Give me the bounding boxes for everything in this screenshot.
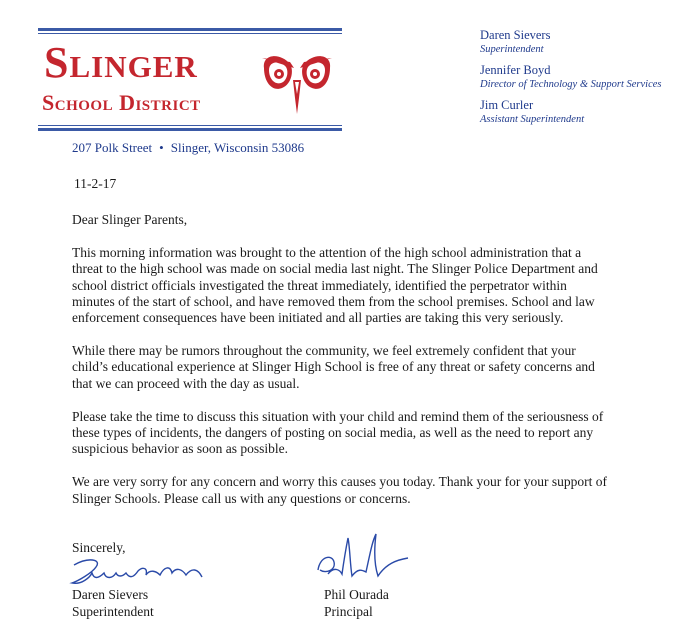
signer-name: Daren Sievers xyxy=(72,587,149,602)
paragraph-4: We are very sorry for any concern and worry this causes you today. Thank your for your support of Slinger Schools. Please call us with any questions or concerns. xyxy=(72,474,608,506)
paragraph-3: Please take the time to discuss this situation with your child and remind them of the seriousness of these types of incidents, the dangers of posting on social media, as well as the need to report any suspicious behavior as soon as possible. xyxy=(72,408,604,457)
signer-title: Principal xyxy=(324,604,373,619)
signer-principal xyxy=(324,586,389,620)
official-title: Superintendent xyxy=(480,44,544,55)
official-superintendent xyxy=(480,28,680,56)
salutation: Dear Slinger Parents, xyxy=(72,212,188,227)
signature-principal xyxy=(312,530,422,588)
bottom-rule-thin xyxy=(38,125,342,126)
top-rule-thin xyxy=(38,33,342,34)
address-street: 207 Polk Street xyxy=(72,140,153,155)
official-name: Jennifer Boyd xyxy=(480,63,551,77)
owl-mascot-icon xyxy=(260,50,334,118)
official-title: Director of Technology & Support Services xyxy=(480,79,662,90)
top-rule-thick xyxy=(38,28,342,31)
letter-body xyxy=(72,212,612,524)
address-bullet: • xyxy=(159,140,164,155)
paragraph-2: While there may be rumors throughout the community, we feel extremely confident that your child’s educational experience at Slinger High School is free of any threat or safety concerns and that we can proceed with the day as usual. xyxy=(72,343,595,391)
district-name: Slinger xyxy=(44,38,198,87)
official-name: Jim Curler xyxy=(480,98,534,112)
letter-date: 11-2-17 xyxy=(74,176,117,191)
district-address xyxy=(72,140,304,156)
officials-list xyxy=(480,28,680,133)
signer-superintendent xyxy=(72,586,154,620)
signer-name: Phil Ourada xyxy=(324,587,389,602)
signer-title: Superintendent xyxy=(72,604,154,619)
official-director-technology xyxy=(480,63,680,91)
bottom-rule-thick xyxy=(38,128,342,131)
paragraph-1: This morning information was brought to the attention of the high school administration that a threat to the high school was made on social media last night. The Slinger Police Department and school district officials investigated the threat immediately, identified the perpetrator within minutes of the start of school, and have removed them from the school premises. School and law enforcement consequences have been initiated and all parties are taking this very seriously. xyxy=(72,245,598,326)
signature-superintendent xyxy=(68,555,208,589)
official-assistant-superintendent xyxy=(480,98,680,126)
closing: Sincerely, xyxy=(72,540,126,555)
official-title: Assistant Superintendent xyxy=(480,114,585,125)
official-name: Daren Sievers xyxy=(480,28,551,42)
address-city: Slinger, Wisconsin 53086 xyxy=(170,140,305,155)
letterhead xyxy=(38,28,342,138)
district-subtitle: School District xyxy=(42,90,201,115)
